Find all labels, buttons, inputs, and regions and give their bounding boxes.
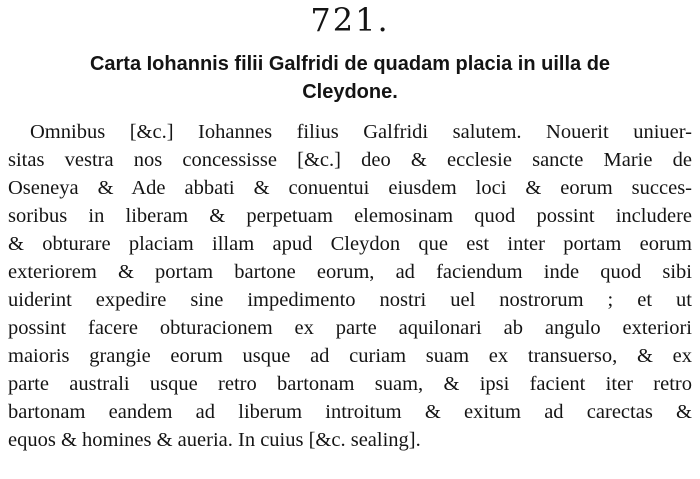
body-line: bartonam eandem ad liberum introitum & exitum ad carectas & bbox=[8, 401, 692, 423]
body-line: uiderint expedire sine impedimento nostri uel nostrorum ; et ut bbox=[8, 289, 692, 311]
body-line: exteriorem & portam bartone eorum, ad faciendum inde quod sibi bbox=[8, 261, 692, 283]
charter-title-line: Carta Iohannis filii Galfridi de quadam placia in uilla de bbox=[89, 53, 611, 75]
charter-title bbox=[12, 50, 688, 106]
body-line: soribus in liberam & perpetuam elemosinam quod possint includere bbox=[8, 205, 692, 227]
body-line: Oseneya & Ade abbati & conuentui eiusdem loci & eorum succes- bbox=[8, 177, 692, 199]
body-line: sitas vestra nos concessisse [&c.] deo & ecclesie sancte Marie de bbox=[8, 149, 692, 171]
body-line: maioris grangie eorum usque ad curiam suam ex transuerso, & ex bbox=[8, 345, 692, 367]
body-line: parte australi usque retro bartonam suam, & ipsi facient iter retro bbox=[8, 373, 692, 395]
body-line: possint facere obturacionem ex parte aquilonari ab angulo exteriori bbox=[8, 317, 692, 339]
body-line: & obturare placiam illam apud Cleydon que est inter portam eorum bbox=[8, 233, 692, 255]
charter-title-line: Cleydone. bbox=[302, 81, 398, 103]
body-line: equos & homines & aueria. In cuius [&c. sealing]. bbox=[8, 429, 421, 451]
body-line: Omnibus [&c.] Iohannes filius Galfridi salutem. Nouerit uniuer- bbox=[30, 121, 692, 143]
charter-number: 721. bbox=[310, 1, 390, 39]
